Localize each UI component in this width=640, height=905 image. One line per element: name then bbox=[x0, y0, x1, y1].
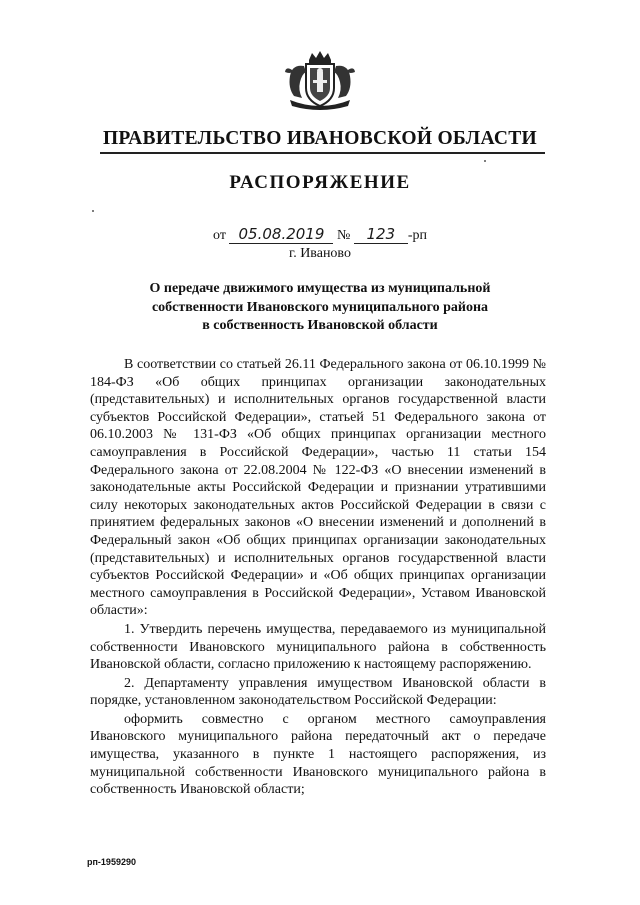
ivanovo-coat-of-arms-icon bbox=[282, 50, 358, 110]
date-label: от bbox=[213, 228, 226, 243]
subject-line: О передаче движимого имущества из муниципальной bbox=[149, 281, 491, 296]
document-body bbox=[90, 356, 546, 799]
item-1-paragraph: 1. Утвердить перечень имущества, передаваемого из муниципальной собственности Ивановского муниципального района в собственность Ивановской области, согласно приложению к настоящему распоряжению. bbox=[90, 621, 546, 673]
number-label: № bbox=[336, 228, 351, 243]
organization-title: ПРАВИТЕЛЬСТВО ИВАНОВСКОЙ ОБЛАСТИ bbox=[102, 128, 538, 149]
scan-speck bbox=[92, 210, 94, 212]
document-reference: рп-1959290 bbox=[87, 857, 136, 867]
scan-speck bbox=[484, 160, 486, 162]
preamble-paragraph: В соответствии со статьей 26.11 Федерального закона от 06.10.1999 № 184-ФЗ «Об общих принципах организации законодательных (представительных) и исполнительных органов государственной власти субъектов Российской Федерации», статьей 51 Федерального закона от 06.10.2003 № 131-ФЗ «Об общих принципах организации местного самоуправления в Российской Федерации», частью 11 статьи 154 Федерального закона от 22.08.2004 № 122-ФЗ «О внесении изменений в законодательные акты Российской Федерации и признании утратившими силу некоторых законодательных актов Российской Федерации в связи с принятием федеральных законов «О внесении изменений и дополнений в Федеральный закон «Об общих принципах организации законодательных (представительных) и исполнительных органов государственной власти субъектов Российской Федерации» и «Об общих принципах организации местного самоуправления в Российской Федерации», Уставом Ивановской области»: bbox=[90, 357, 546, 619]
document-subject bbox=[120, 280, 520, 336]
subject-line: в собственность Ивановской области bbox=[202, 318, 438, 333]
document-number: 123 bbox=[354, 226, 408, 244]
item-2-paragraph: 2. Департаменту управления имуществом Ивановской области в порядке, установленном законодательством Российской Федерации: bbox=[90, 675, 546, 709]
item-2-subparagraph: оформить совместно с органом местного самоуправления Ивановского муниципального района передаточный акт о передаче имущества, указанного в пункте 1 настоящего распоряжения, из муниципальной собственности Ивановского муниципального района в собственность Ивановской области; bbox=[90, 711, 546, 798]
registration-line bbox=[0, 226, 640, 244]
document-date: 05.08.2019 bbox=[229, 226, 333, 244]
number-suffix: -рп bbox=[407, 228, 427, 243]
document-type: РАСПОРЯЖЕНИЕ bbox=[229, 172, 411, 193]
subject-line: собственности Ивановского муниципального района bbox=[151, 299, 489, 315]
title-underline bbox=[100, 152, 545, 154]
city: г. Иваново bbox=[289, 246, 351, 261]
